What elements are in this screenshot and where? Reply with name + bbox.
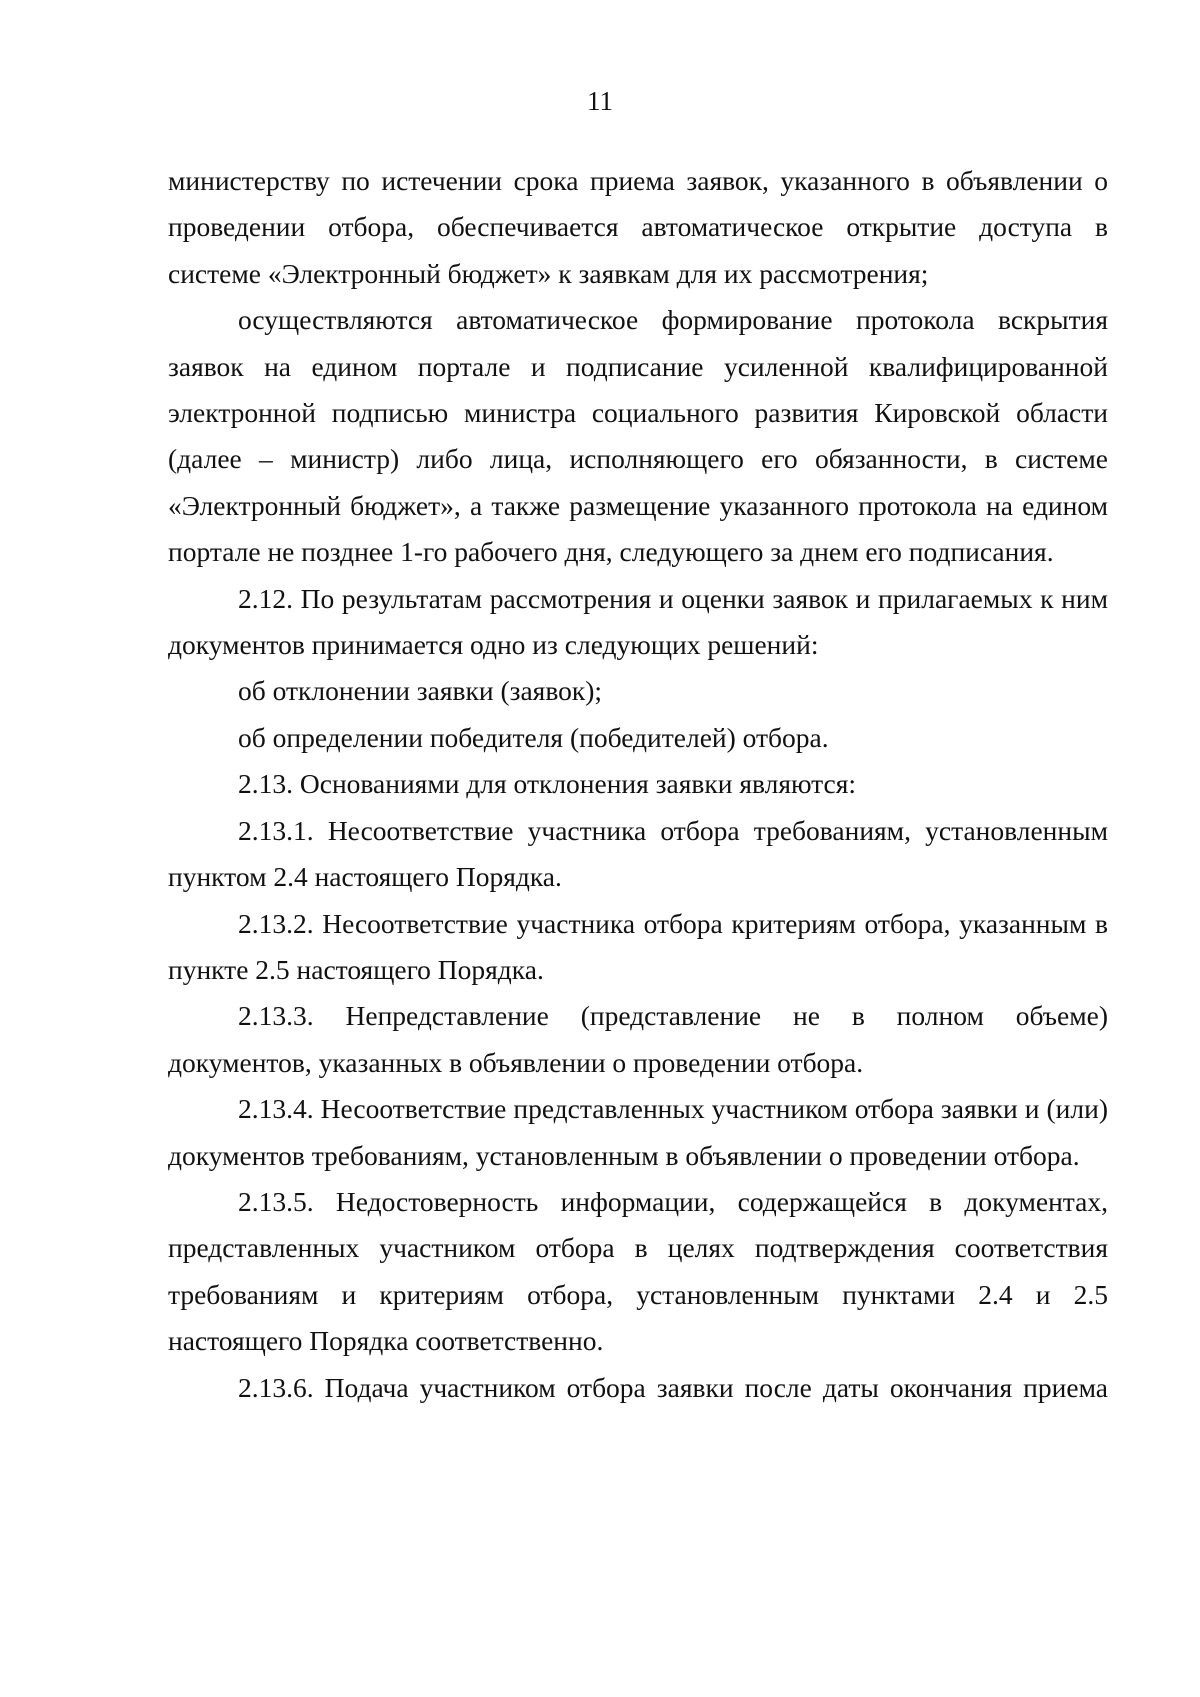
paragraph-2-13-4: 2.13.4. Несоответствие представленных участником отбора заявки и (или) документов требованиям, установленным в объявлении о проведении отбора.	[168, 1093, 1108, 1171]
page-number: 11	[587, 86, 613, 116]
paragraph-2-13-5: 2.13.5. Недостоверность информации, содержащейся в документах, представленных участником отбора в целях подтверждения соответствия требованиям и критериям отбора, установленным пунктами 2.4 и 2.5 настоящего Порядка соответственно.	[168, 1185, 1108, 1357]
paragraph-protocol: осуществляются автоматическое формирование протокола вскрытия заявок на едином портале и подписание усиленной квалифицированной электронной подписью министра социального развития Кировской области (далее – министр) либо лица, исполняющего его обязанности, в системе «Электронный бюджет», а также размещение указанного протокола на едином портале не позднее 1-го рабочего дня, следующего за днем его подписания.	[168, 304, 1108, 568]
paragraph-2-13-3: 2.13.3. Непредставление (представление не в полном объеме) документов, указанных в объявлении о проведении отбора.	[168, 1000, 1108, 1078]
paragraph-2-12: 2.12. По результатам рассмотрения и оценки заявок и прилагаемых к ним документов принимается одно из следующих решений:	[168, 582, 1108, 661]
paragraph-2-13-6: 2.13.6. Подача участником отбора заявки после даты окончания приема	[238, 1371, 1108, 1403]
document-body	[168, 158, 1108, 1411]
paragraph-2-13-2: 2.13.2. Несоответствие участника отбора критериям отбора, указанным в пункте 2.5 настоящего Порядка.	[168, 907, 1108, 985]
paragraph-decision-reject: об отклонении заявки (заявок);	[238, 675, 603, 707]
paragraph-2-13: 2.13. Основаниями для отклонения заявки являются:	[238, 768, 856, 800]
paragraph-decision-winner: об определении победителя (победителей) отбора.	[238, 721, 829, 753]
paragraph-continuation: министерству по истечении срока приема заявок, указанного в объявлении о проведении отбора, обеспечивается автоматическое открытие доступа в системе «Электронный бюджет» к заявкам для их рассмотрения;	[168, 165, 1108, 289]
paragraph-2-13-1: 2.13.1. Несоответствие участника отбора требованиям, установленным пунктом 2.4 настоящего Порядка.	[168, 814, 1108, 893]
